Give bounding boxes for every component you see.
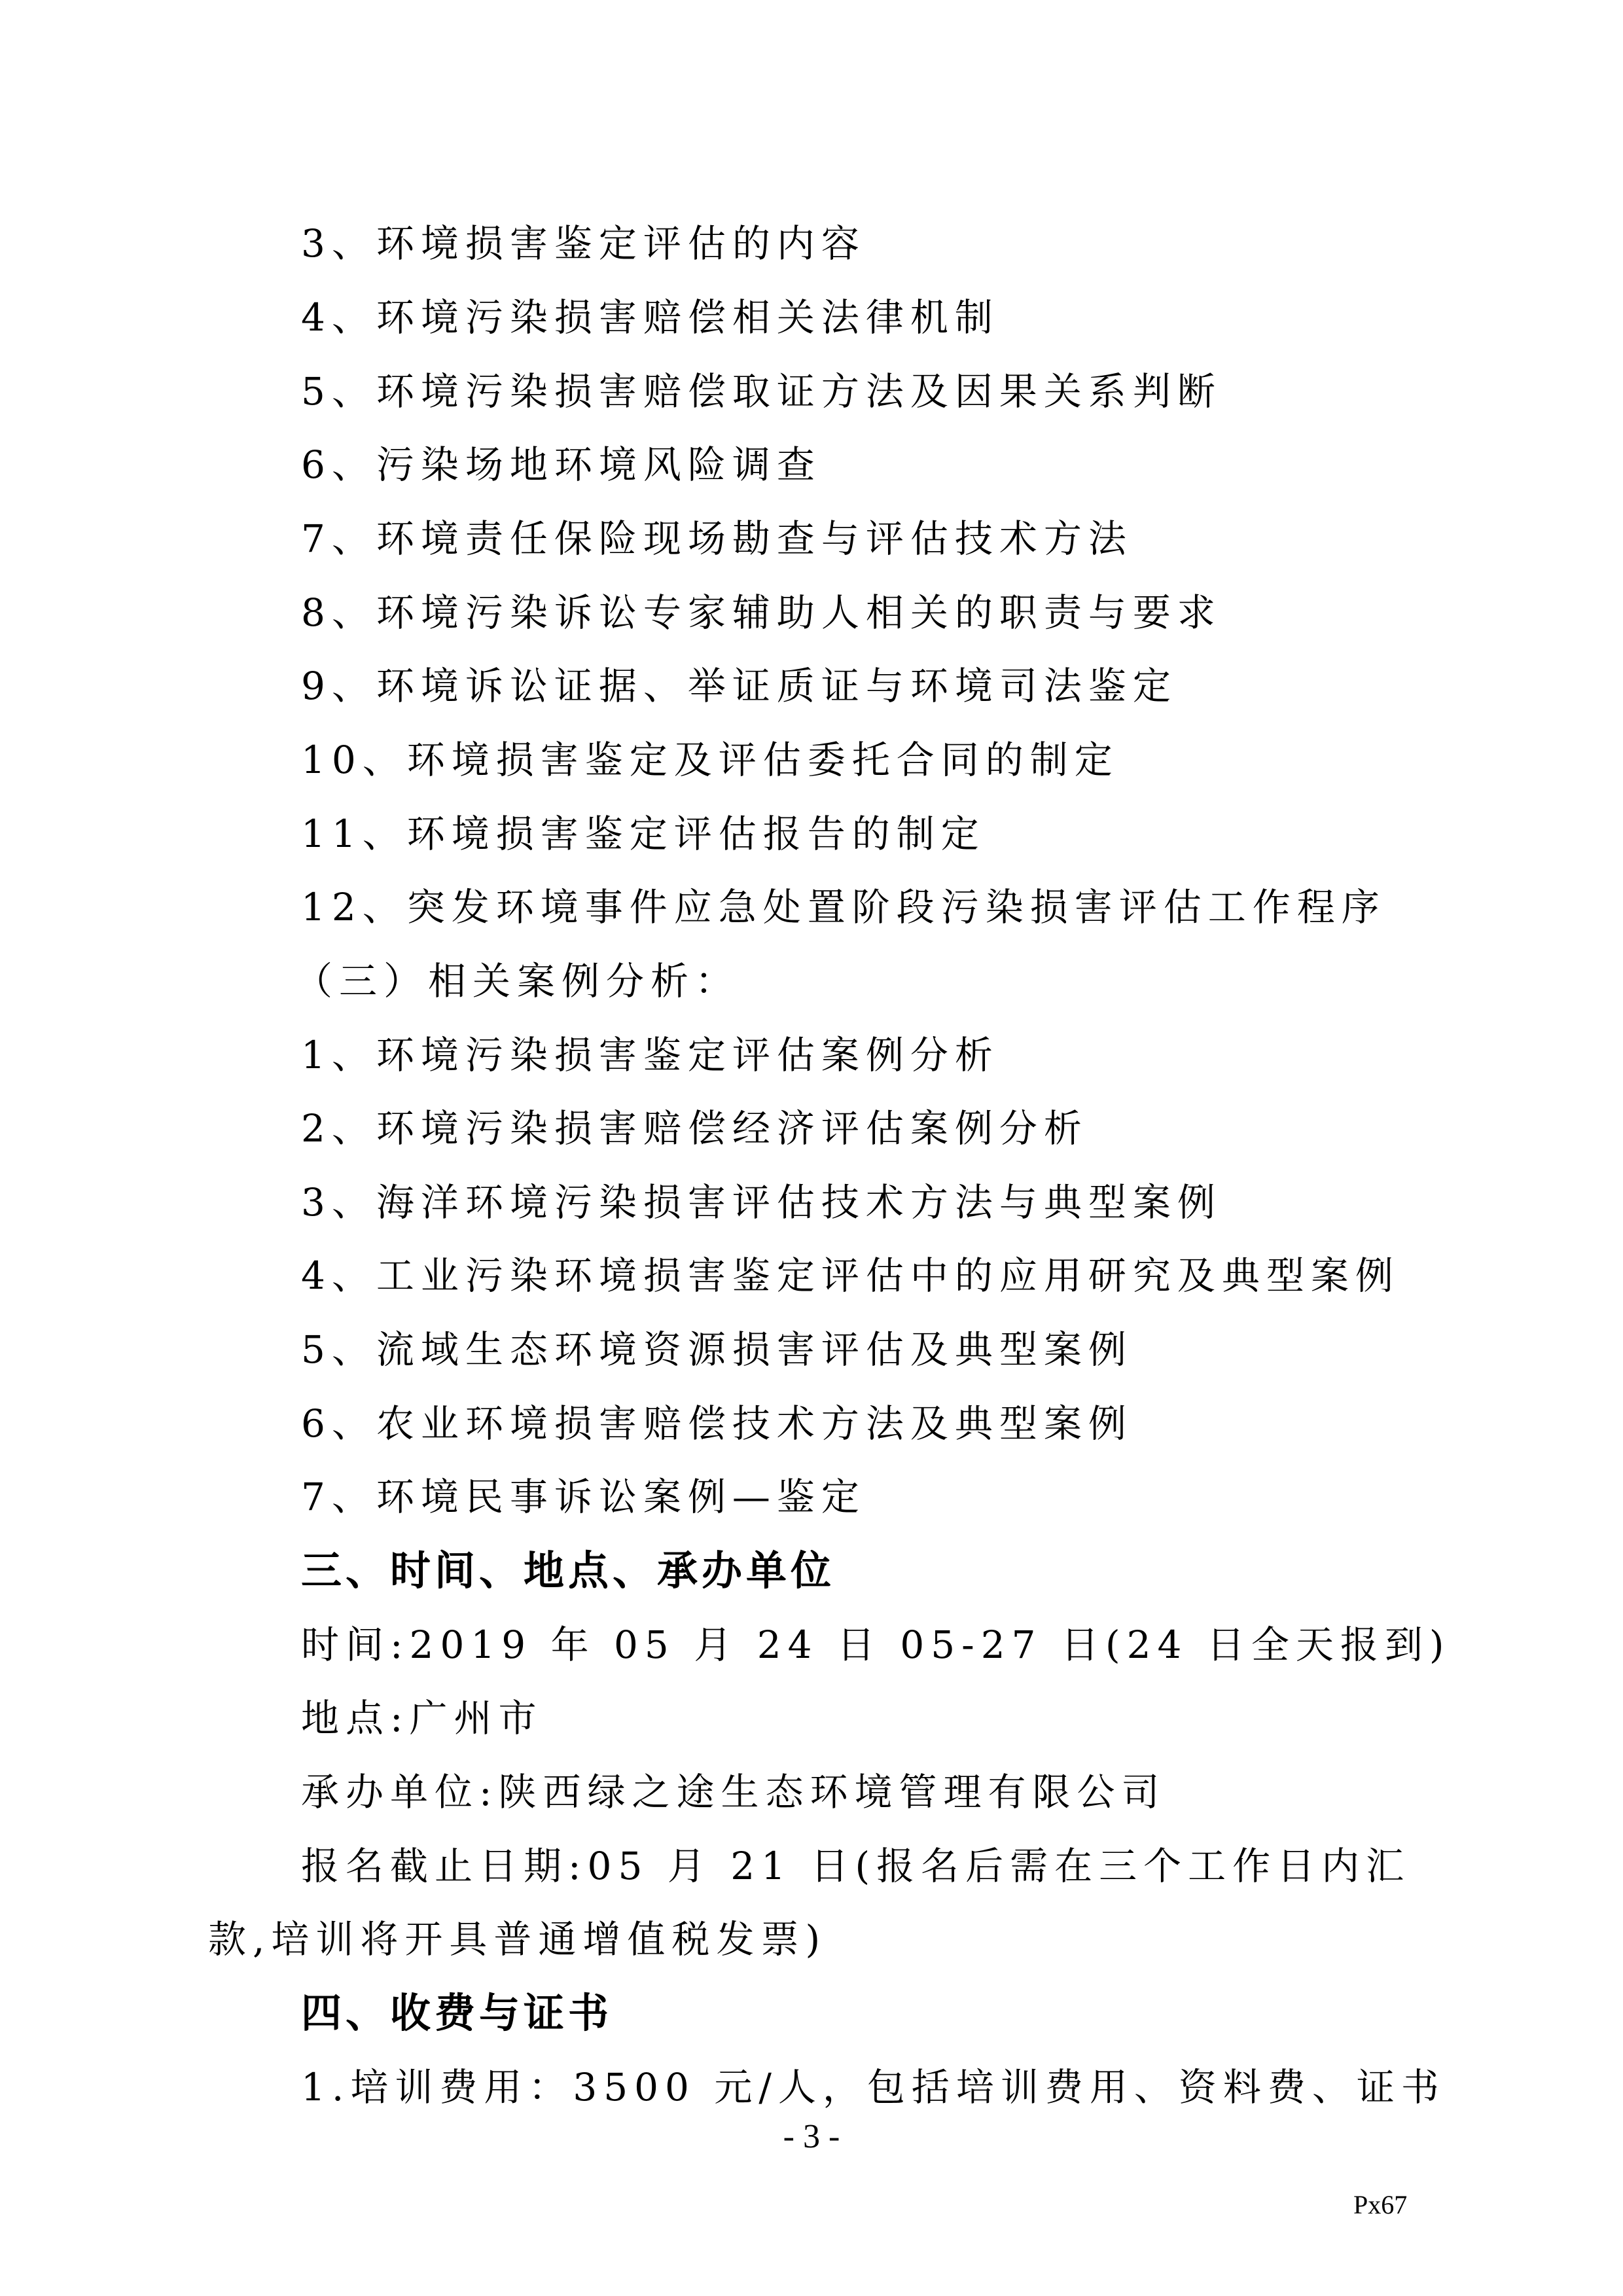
time-line: 时间:2019 年 05 月 24 日 05-27 日(24 日全天报到): [301, 1623, 1451, 1667]
list-item: 7、环境责任保险现场勘查与评估技术方法: [301, 516, 1133, 561]
list-item: 9、环境诉讼证据、举证质证与环境司法鉴定: [301, 664, 1177, 708]
list-item: 1、环境污染损害鉴定评估案例分析: [301, 1033, 999, 1077]
list-item: 7、环境民事诉讼案例—鉴定: [301, 1475, 866, 1519]
list-item: 10、环境损害鉴定及评估委托合同的制定: [301, 738, 1119, 782]
section-heading: 三、时间、地点、承办单位: [301, 1547, 836, 1594]
list-item: 6、农业环境损害赔偿技术方法及典型案例: [301, 1401, 1133, 1446]
subsection-title: （三）相关案例分析：: [294, 959, 740, 1003]
organizer-line: 承办单位:陕西绿之途生态环境管理有限公司: [301, 1770, 1166, 1814]
list-item: 4、环境污染损害赔偿相关法律机制: [301, 295, 999, 340]
list-item: 5、流域生态环境资源损害评估及典型案例: [301, 1327, 1133, 1372]
list-item: 8、环境污染诉讼专家辅助人相关的职责与要求: [301, 590, 1222, 635]
list-item: 3、海洋环境污染损害评估技术方法与典型案例: [301, 1180, 1222, 1225]
fee-line: 1.培训费用：3500 元/人，包括培训费用、资料费、证书: [301, 2065, 1446, 2109]
place-line: 地点:广州市: [301, 1696, 543, 1740]
list-item: 12、突发环境事件应急处置阶段污染损害评估工作程序: [301, 885, 1386, 929]
list-item: 5、环境污染损害赔偿取证方法及因果关系判断: [301, 369, 1222, 414]
deadline-line: 报名截止日期:05 月 21 日(报名后需在三个工作日内汇: [301, 1844, 1411, 1888]
list-item: 3、环境损害鉴定评估的内容: [301, 221, 866, 266]
document-code: Px67: [1353, 2190, 1408, 2219]
list-item: 2、环境污染损害赔偿经济评估案例分析: [301, 1106, 1088, 1151]
list-item: 6、污染场地环境风险调查: [301, 442, 821, 487]
page-number: - 3 -: [783, 2118, 840, 2155]
list-item: 11、环境损害鉴定评估报告的制定: [301, 812, 986, 856]
section-heading: 四、收费与证书: [301, 1989, 613, 2037]
list-item: 4、工业污染环境损害鉴定评估中的应用研究及典型案例: [301, 1253, 1400, 1298]
deadline-line-continued: 款,培训将开具普通增值税发票): [208, 1917, 827, 1962]
